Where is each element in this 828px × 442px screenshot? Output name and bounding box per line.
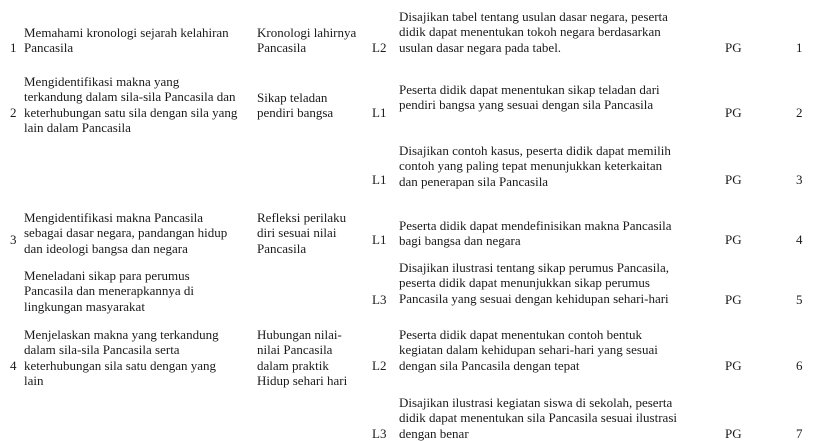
indikator-line: didik dapat menentukan sila Pancasila sesuai ilustrasi [399, 410, 677, 426]
indikator-line: dan penerapan sila Pancasila [399, 173, 549, 189]
kompetensi-line: Pancasila dan menerapkannya di [24, 283, 195, 299]
bentuk-soal: PG [725, 358, 742, 373]
bentuk-soal: PG [725, 105, 742, 120]
level-kognitif: L1 [372, 105, 387, 120]
level-kognitif: L1 [372, 172, 387, 187]
kompetensi-line: lingkungan masyarakat [24, 298, 145, 314]
level-kognitif: L2 [372, 358, 387, 373]
nomor-soal: 5 [796, 292, 803, 307]
kompetensi-line: keterhubungan satu sila dengan sila yang [24, 104, 238, 120]
indikator-line: Disajikan ilustrasi kegiatan siswa di sekolah, peserta [399, 395, 673, 410]
materi-line: Hidup sehari hari [257, 372, 348, 388]
nomor-soal: 1 [796, 40, 803, 55]
materi-line: diri sesuai nilai [257, 225, 337, 241]
kompetensi-line: dalam sila-sila Pancasila serta [24, 342, 180, 358]
level-kognitif: L1 [372, 232, 387, 247]
indikator-line: Disajikan contoh kasus, peserta didik dapat memilih [399, 143, 671, 158]
indikator-line: pendiri bangsa yang sesuai dengan sila Pancasila [399, 97, 654, 113]
indikator-line: kegiatan dalam kehidupan sehari-hari yang sesuai [399, 342, 658, 358]
level-kognitif: L2 [372, 40, 387, 55]
indikator-line: Disajikan tabel tentang usulan dasar negara, peserta [399, 9, 668, 24]
indikator-line: dengan benar [399, 425, 469, 441]
level-kognitif: L3 [372, 292, 387, 307]
nomor-soal: 2 [796, 105, 803, 120]
kompetensi-line: lain dalam Pancasila [24, 119, 131, 135]
nomor-soal: 6 [796, 358, 803, 373]
kompetensi-line: Menjelaskan makna yang terkandung [24, 327, 219, 342]
materi-line: Refleksi perilaku [257, 210, 347, 225]
nomor-soal: 7 [796, 426, 803, 441]
indikator-line: Disajikan ilustrasi tentang sikap perumus Pancasila, [399, 260, 670, 275]
kompetensi-line: Mengidentifikasi makna yang [24, 74, 180, 89]
indikator-line: contoh yang paling tepat menunjukkan keterkaitan [399, 158, 663, 174]
bentuk-soal: PG [725, 292, 742, 307]
row-number: 3 [10, 232, 17, 247]
nomor-soal: 3 [796, 172, 803, 187]
bentuk-soal: PG [725, 426, 742, 441]
kompetensi-line: terkandung dalam sila-sila Pancasila dan [24, 89, 236, 105]
materi-line: Pancasila [257, 40, 307, 56]
kompetensi-line: dan ideologi bangsa dan negara [24, 240, 188, 256]
materi-line: nilai Pancasila [257, 342, 333, 358]
indikator-line: bagi bangsa dan negara [399, 233, 521, 249]
materi-line: Hubungan nilai- [257, 327, 342, 342]
indikator-line: Peserta didik dapat menentukan sikap teladan dari [399, 82, 660, 97]
level-kognitif: L3 [372, 426, 387, 441]
indikator-line: usulan dasar negara pada tabel. [399, 39, 562, 55]
nomor-soal: 4 [796, 232, 803, 247]
bentuk-soal: PG [725, 172, 742, 187]
kompetensi-line: lain [24, 372, 44, 388]
kompetensi-line: Memahami kronologi sejarah kelahiran [24, 25, 229, 40]
kompetensi-line: keterhubungan sila satu dengan yang [24, 357, 217, 373]
materi-line: Sikap teladan [257, 90, 328, 105]
kompetensi-line: Mengidentifikasi makna Pancasila [24, 210, 204, 225]
materi-line: Kronologi lahirnya [257, 25, 357, 40]
row-number: 1 [10, 40, 17, 55]
materi-line: Pancasila [257, 240, 307, 256]
kompetensi-line: Meneladani sikap para perumus [24, 268, 190, 283]
indikator-line: Pancasila yang sesuai dengan kehidupan sehari-hari [399, 290, 669, 306]
kompetensi-line: Pancasila [24, 40, 74, 56]
materi-line: dalam praktik [257, 357, 329, 373]
indikator-line: dengan sila Pancasila dengan tepat [399, 357, 580, 373]
kompetensi-line: sebagai dasar negara, pandangan hidup [24, 225, 228, 241]
bentuk-soal: PG [725, 232, 742, 247]
indikator-line: Peserta didik dapat menentukan contoh bentuk [399, 327, 642, 342]
row-number: 4 [10, 358, 17, 373]
bentuk-soal: PG [725, 40, 742, 55]
indikator-line: didik dapat menentukan tokoh negara berdasarkan [399, 24, 661, 40]
materi-line: pendiri bangsa [257, 105, 334, 121]
indikator-line: peserta didik dapat menunjukkan sikap perumus [399, 275, 650, 291]
indikator-line: Peserta didik dapat mendefinisikan makna Pancasila [399, 218, 672, 233]
row-number: 2 [10, 105, 17, 120]
